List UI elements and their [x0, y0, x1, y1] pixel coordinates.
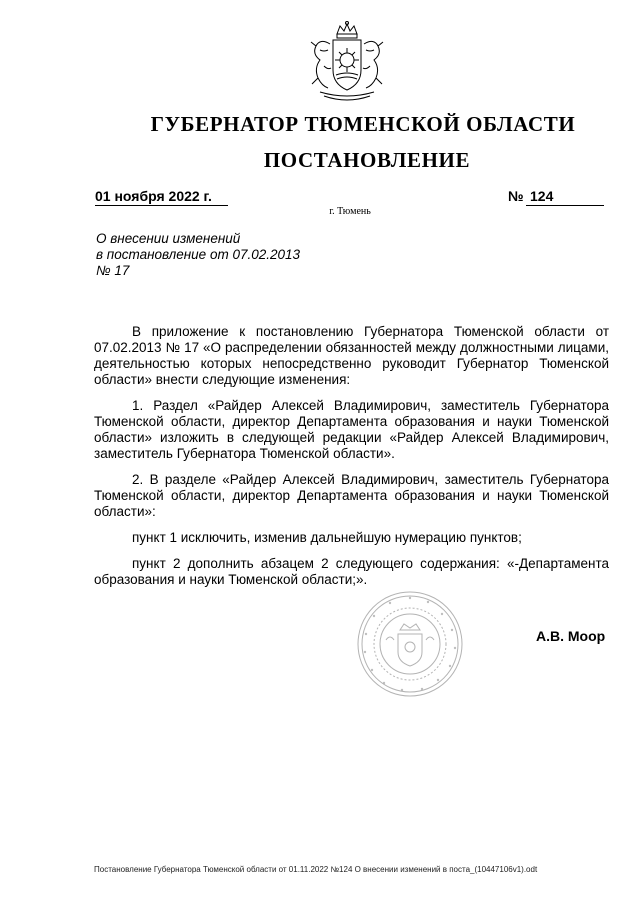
document-type-heading: ПОСТАНОВЛЕНИЕ [263, 148, 471, 172]
body-paragraph: пункт 2 дополнить абзацем 2 следующего содержания: «-Департамента образования и науки Тюменской области;». [94, 556, 609, 587]
signatory-name: А.В. Моор [536, 628, 606, 644]
document-date: 01 ноября 2022 г. [95, 188, 228, 206]
body-paragraph: пункт 1 исключить, изменив дальнейшую нумерацию пунктов; [132, 530, 522, 545]
document-body [94, 324, 609, 598]
issuing-authority-heading: ГУБЕРНАТОР ТЮМЕНСКОЙ ОБЛАСТИ [150, 112, 576, 136]
body-paragraph: 1. Раздел «Райдер Алексей Владимирович, заместитель Губернатора Тюменской области, директор Департамента образования и науки Тюменской области» изложить в следующей редакции «Райдер Алексей Владимирович, заместитель Губернатора Тюменской области». [94, 398, 609, 461]
body-paragraph: В приложение к постановлению Губернатора Тюменской области от 07.02.2013 № 17 «О распределении обязанностей между должностными лицами, деятельностью которых непосредственно руководит Губернатор Тюменской области» внести следующие изменения: [94, 324, 609, 387]
body-paragraph: 2. В разделе «Райдер Алексей Владимирович, заместитель Губернатора Тюменской области, директор Департамента образования и науки Тюменской области»: [94, 472, 609, 519]
document-city: г. Тюмень [329, 206, 371, 217]
document-subject [96, 231, 356, 279]
subject-line: О внесении изменений [96, 231, 241, 246]
subject-line: № 17 [96, 263, 130, 278]
subject-line: в постановление от 07.02.2013 [96, 247, 301, 262]
coat-of-arms-icon [302, 20, 392, 106]
official-seal-stamp [356, 590, 464, 698]
document-number: 124 [526, 188, 604, 206]
document-number-label: № [508, 188, 524, 204]
file-name-footer: Постановление Губернатора Тюменской области от 01.11.2022 №124 О внесении изменений в поста_(10447106v1).odt [94, 865, 538, 874]
